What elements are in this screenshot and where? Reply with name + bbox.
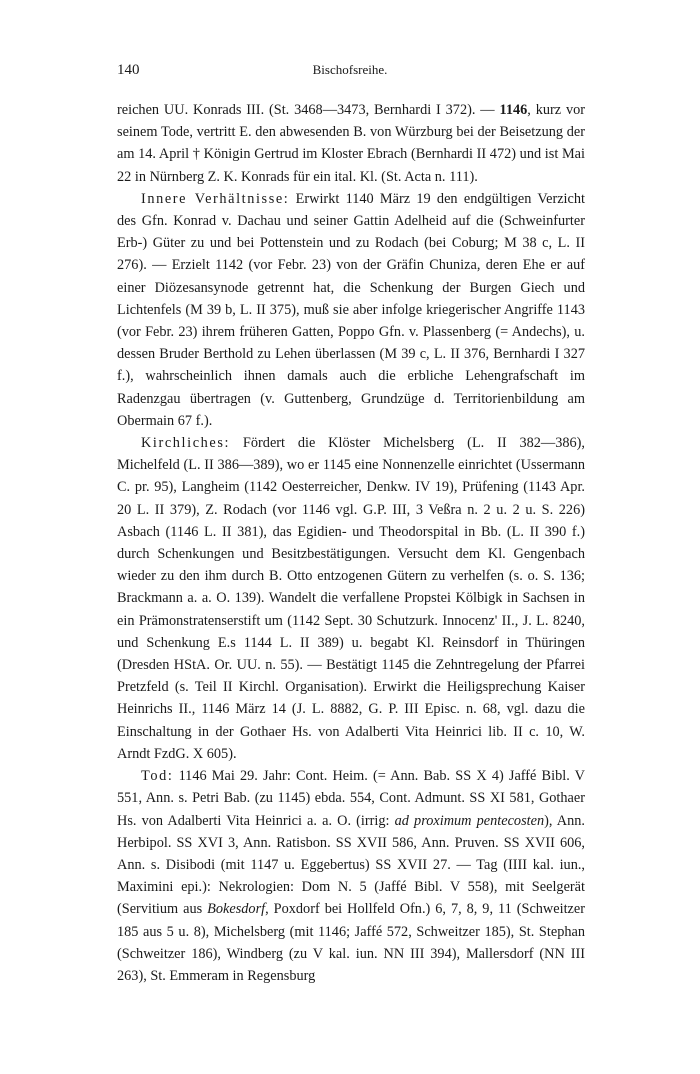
page-number: 140 [117, 62, 140, 78]
body-text [117, 99, 585, 987]
text-run: reichen UU. Konrads III. (St. 3468—3473, Bernhardi I 372). — [117, 102, 500, 118]
page-header [117, 62, 583, 86]
paragraph-konrad [117, 99, 585, 188]
section-heading: Innere Verhältnisse: [141, 190, 290, 207]
text-run: ), Ann. Herbipol. SS XVI 3, Ann. Ratisbon. SS XVII 586, Ann. Pruven. SS XVII 606, Ann. s. Disibodi (mit 1147 u. Eggebertus) SS XVII 27. — Tag (IIII kal. iun., Maximini epi.): Nekrologien: Dom N. 5 (Jaffé Bibl. V 558), mit Seelgerät (Servitium aus [117, 812, 585, 918]
paragraph-tod [117, 765, 585, 987]
text-run: Erwirkt 1140 März 19 den endgültigen Verzicht des Gfn. Konrad v. Dachau und seiner Gattin Adelheid auf die (Schweinfurter Erb-) Güter zu und bei Pottenstein und zu Rodach (bei Coburg; M 38 c, L. II 276). — Erzielt 1142 (vor Febr. 23) von der Gräfin Chuniza, deren Ehe er auf einer Diözesansynode getrennt hat, die Schenkung der Burgen Giech und Lichtenfels (M 39 b, L. II 375), muß sie aber infolge kriegerischer Angriffe 1143 (vor Febr. 23) ihrem früheren Gatten, Poppo Gfn. v. Plassenberg (= Andechs), u. dessen Bruder Berthold zu Lehen überlassen (M 39 c, L. II 376, Bernhardi I 327 f.), wahrscheinlich ihnen damals auch die erbliche Lehengrafschaft im Radenzgau übertragen (v. Guttenberg, Grundzüge d. Territorienbildung am Obermain 67 f.). [117, 190, 585, 429]
section-heading: Kirchliches: [141, 435, 231, 452]
italic-place-name: Bokesdorf [207, 901, 266, 918]
running-title: Bischofsreihe. [312, 62, 388, 77]
text-run: 1146 Mai 29. Jahr: Cont. Heim. (= Ann. Bab. SS X 4) Jaffé Bibl. V 551, Ann. s. Petri Bab. (zu 1145) ebda. 554, Cont. Admunt. SS XI 581, Gothaer Hs. von Adalberti Vita Heinrici a. a. O. (irrig: [117, 768, 585, 829]
bold-year: 1146 [499, 102, 528, 118]
paragraph-innere-verhaeltnisse [117, 188, 585, 432]
paragraph-kirchliches [117, 432, 585, 765]
text-run: , kurz vor seinem Tode, vertritt E. den abwesenden B. von Würzburg bei der Beisetzung der am 14. April † Königin Gertrud im Kloster Ebrach (Bernhardi II 472) und ist Mai 22 in Nürnberg Z. K. Konrads für ein ital. Kl. (St. Acta n. 111). [117, 102, 586, 185]
section-heading: Tod: [141, 768, 174, 785]
text-run: , Poxdorf bei Hollfeld Ofn.) 6, 7, 8, 9, 11 (Schweitzer 185 aus 5 u. 8), Michelsberg (mit 1146; Jaffé 572, Schweitzer 185), St. Stephan (Schweitzer 186), Windberg (zu V kal. iun. NN III 394), Mallersdorf (NN III 263), St. Emmeram in Regensburg [117, 901, 585, 984]
italic-quote: ad proximum pentecosten [394, 812, 545, 829]
text-run: Fördert die Klöster Michelsberg (L. II 382—386), Michelfeld (L. II 386—389), wo er 1145 eine Nonnenzelle einrichtet (Ussermann C. pr. 95), Langheim (1142 Oesterreicher, Denkw. IV 19), Prüfening (1143 Apr. 20 L. II 379), Z. Rodach (vor 1146 vgl. G.P. III, 3 Veßra n. 2 u. 2 u. S. 226) Asbach (1146 L. II 381), das Egidien- und Theodorspital in Bb. (L. II 390 f.) durch Schenkungen und Besitzbestätigungen. Versucht dem Kl. Gengenbach wieder zu den ihm durch B. Otto entzogenen Gütern zu verhelfen (s. o. S. 136; Brackmann a. a. O. 139). Wandelt die verfallene Propstei Kölbigk in Sachsen in ein Prämonstratenserstift um (1142 Sept. 30 Schutzurk. Innocenz' II., J. L. 8240, und Schenkung E.s 1144 L. II 389) u. begabt Kl. Reinsdorf in Thüringen (Dresden HStA. Or. UU. n. 55). — Bestätigt 1145 die Zehntregelung der Pfarrei Pretzfeld (s. Teil II Kirchl. Organisation). Erwirkt die Heiligsprechung Kaiser Heinrichs II., 1146 März 14 (J. L. 8882, G. P. III Episc. n. 68, vgl. dazu die Einschaltung in der Gothaer Hs. von Adalberti Vita Heinrici lib. II c. 10, W. Arndt FzdG. X 605). [117, 435, 585, 762]
